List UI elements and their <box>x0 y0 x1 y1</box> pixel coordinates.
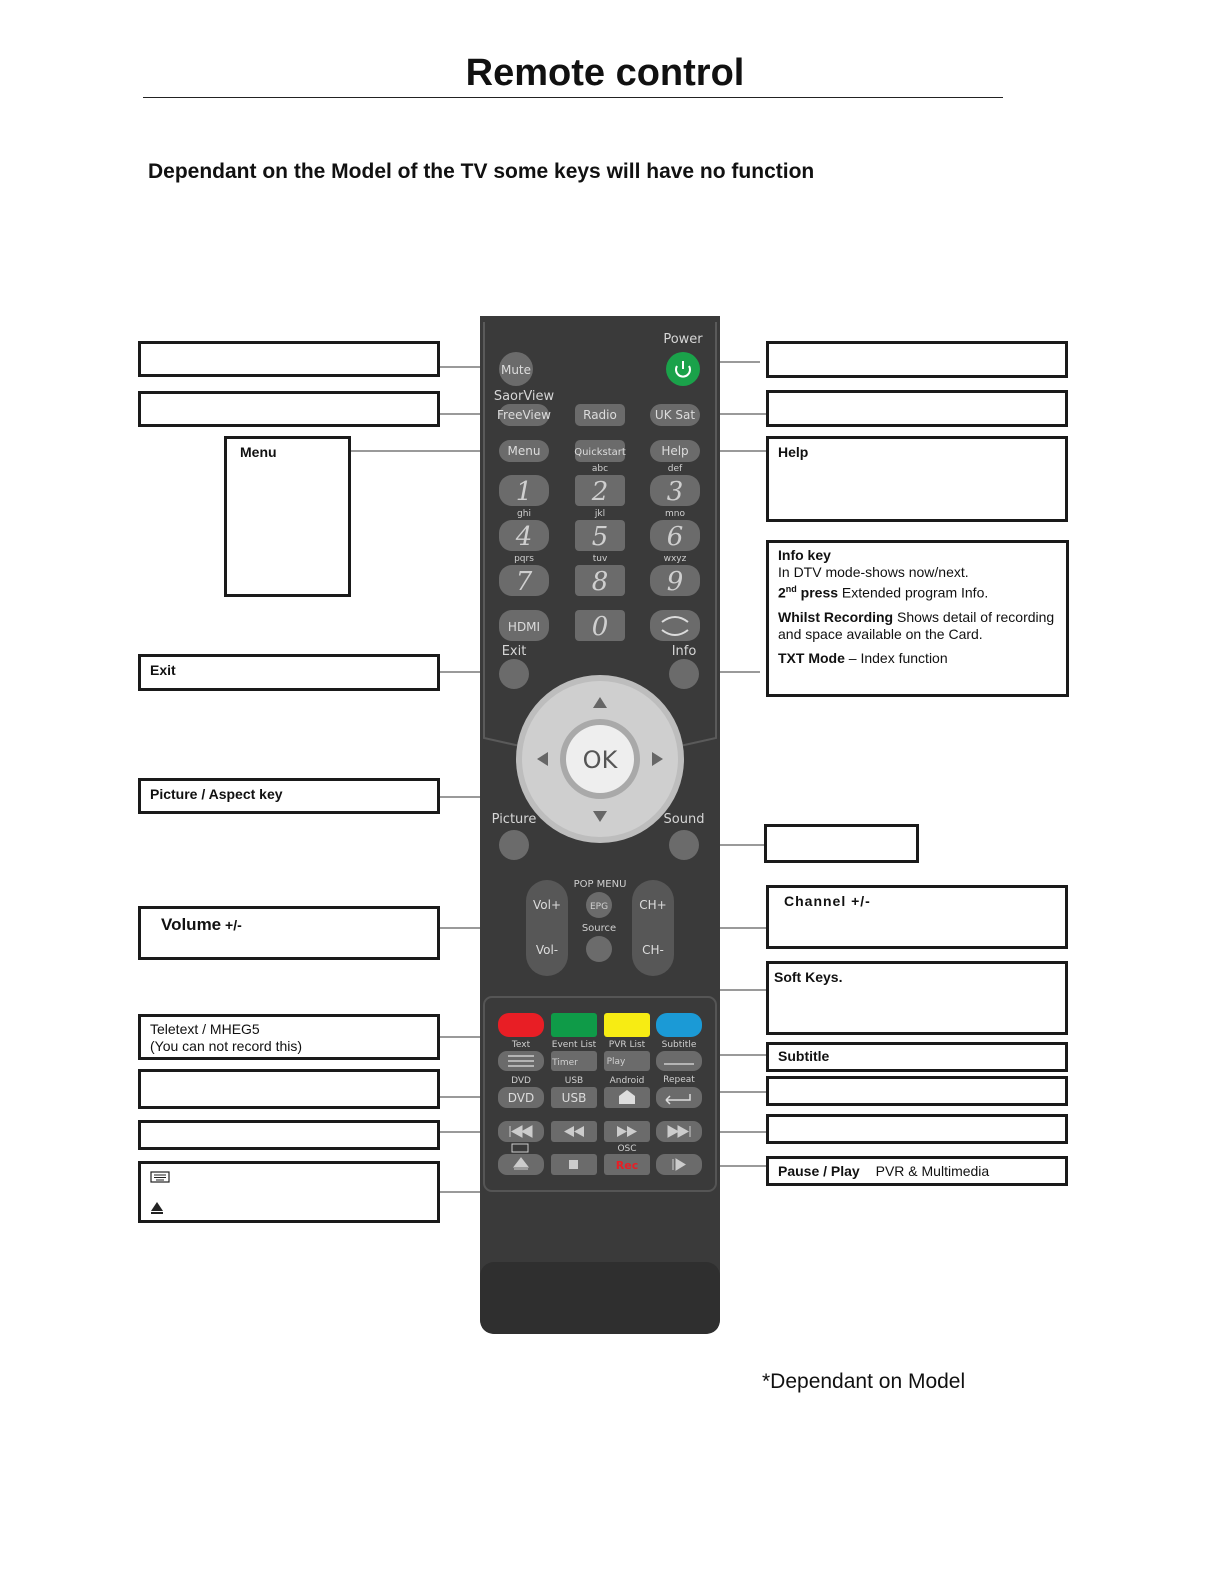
exit-key-label: Exit <box>501 644 527 659</box>
info-whilst-rest: Shows detail of recording and space available on the Card. <box>778 608 1055 642</box>
footnote: *Dependant on Model <box>762 1370 966 1393</box>
dvd-key-label: DVD <box>507 1091 535 1105</box>
ok-label: OK <box>582 746 618 774</box>
pvr-multimedia-text: PVR & Multimedia <box>875 1163 990 1179</box>
info-second-rest: Extended program Info. <box>838 584 989 601</box>
page-title: Remote control <box>465 52 745 94</box>
picture-button[interactable] <box>499 830 529 860</box>
recall-button[interactable] <box>650 610 700 641</box>
teletext-callout <box>138 1014 440 1060</box>
rec-label: Rec <box>615 1159 639 1172</box>
usb-small-label: USB <box>564 1076 584 1086</box>
info-second-num: 2 <box>778 584 786 601</box>
letters-jkl: jkl <box>594 509 606 519</box>
volume-callout <box>138 906 440 960</box>
exit-callout-title: Exit <box>150 662 176 678</box>
play-label: Play <box>606 1057 626 1067</box>
channel-rocker[interactable] <box>632 880 674 976</box>
quickstart-label: Quickstart <box>574 447 626 458</box>
picture-callout <box>138 778 440 814</box>
menu-callout-title: Menu <box>240 444 277 460</box>
digit-6: 6 <box>666 522 684 552</box>
volume-rocker[interactable] <box>526 880 568 976</box>
repeat-label: Repeat <box>663 1075 695 1085</box>
digit-3: 3 <box>666 477 684 507</box>
letters-def: def <box>667 464 683 474</box>
letters-mno: mno <box>665 509 685 519</box>
digit-1: 1 <box>515 477 533 507</box>
sound-key-label: Sound <box>663 812 705 827</box>
sound-button[interactable] <box>669 830 699 860</box>
channel-callout <box>766 885 1068 949</box>
letters-tuv: tuv <box>592 554 608 564</box>
hdmi-label: HDMI <box>507 620 541 634</box>
remote-bottom <box>480 1262 720 1334</box>
digit-2: 2 <box>591 477 609 507</box>
dvd-small-label: DVD <box>511 1076 531 1086</box>
freeview-callout <box>138 391 440 427</box>
digit-5: 5 <box>591 522 609 552</box>
eject-icon <box>150 1201 164 1215</box>
usb-key-label: USB <box>561 1091 587 1105</box>
info-key-label: Info <box>671 644 697 659</box>
pause-play-callout-title: Pause / Play <box>778 1163 860 1179</box>
page-subtitle: Dependant on the Model of the TV some keys will have no function <box>148 160 815 183</box>
subtitle-key-label: Subtitle <box>661 1040 697 1050</box>
letters-wxyz: wxyz <box>663 554 687 564</box>
channel-callout-title: Channel +/- <box>784 893 871 909</box>
teletext-line-2: (You can not record this) <box>150 1038 303 1054</box>
help-callout <box>766 436 1068 522</box>
digit-7: 7 <box>515 567 533 597</box>
help-key-label: Help <box>661 444 689 458</box>
teletext-line-1: Teletext / MHEG5 <box>150 1021 260 1037</box>
letters-pqrs: pqrs <box>514 554 534 564</box>
volume-callout-suffix: +/- <box>221 917 242 933</box>
source-button[interactable] <box>586 936 612 962</box>
ch-minus-label: CH- <box>642 943 664 957</box>
green-key[interactable] <box>551 1013 597 1037</box>
stop-icon <box>569 1160 578 1169</box>
pause-play-callout <box>766 1156 1068 1186</box>
repeat-button[interactable] <box>656 1087 702 1108</box>
uk-sat-label: UK Sat <box>654 408 696 422</box>
digit-0: 0 <box>591 612 609 642</box>
info-button[interactable] <box>669 659 699 689</box>
timer-label: Timer <box>552 1058 578 1068</box>
next-callout <box>766 1114 1068 1144</box>
skip-callout <box>138 1120 440 1150</box>
vol-minus-label: Vol- <box>535 943 559 957</box>
volume-callout-title: Volume <box>161 915 222 934</box>
power-callout <box>766 341 1068 378</box>
keyboard-eject-callout <box>138 1161 440 1223</box>
info-txt-rest: – Index function <box>844 649 948 666</box>
ch-plus-label: CH+ <box>639 898 667 912</box>
mute-label: Mute <box>500 363 532 377</box>
repeat-callout <box>766 1076 1068 1106</box>
subtitle-callout-title: Subtitle <box>778 1048 830 1064</box>
epg-label: EPG <box>589 902 609 912</box>
digit-8: 8 <box>591 567 609 597</box>
soft-keys-callout-title: Soft Keys. <box>774 969 843 985</box>
info-second-sup: nd <box>785 584 797 594</box>
info-callout <box>766 540 1069 697</box>
android-label: Android <box>609 1076 645 1086</box>
digit-4: 4 <box>515 522 533 552</box>
radio-label: Radio <box>583 408 617 422</box>
keyboard-icon <box>150 1171 170 1183</box>
soft-keys-callout <box>766 961 1068 1035</box>
picture-callout-title: Picture / Aspect key <box>150 786 283 802</box>
uk-sat-callout <box>766 390 1068 427</box>
event-list-label: Event List <box>551 1040 597 1050</box>
pvr-list-label: PVR List <box>608 1040 646 1050</box>
dvd-callout <box>138 1069 440 1109</box>
exit-button[interactable] <box>499 659 529 689</box>
sound-callout <box>764 824 919 863</box>
red-key[interactable] <box>498 1013 544 1037</box>
mute-callout <box>138 341 440 377</box>
menu-callout <box>224 436 351 597</box>
blue-key[interactable] <box>656 1013 702 1037</box>
exit-callout <box>138 654 440 691</box>
picture-key-label: Picture <box>491 812 537 827</box>
letters-abc: abc <box>591 464 609 474</box>
info-line-1: In DTV mode-shows now/next. <box>778 564 969 580</box>
subtitle-button[interactable] <box>656 1051 702 1071</box>
letters-ghi: ghi <box>517 509 531 519</box>
info-whilst-bold: Whilst Recording <box>778 608 894 625</box>
freeview-label: FreeView <box>497 408 551 422</box>
vol-plus-label: Vol+ <box>532 898 562 912</box>
yellow-key[interactable] <box>604 1013 650 1037</box>
text-label: Text <box>511 1040 531 1050</box>
saorview-label: SaorView <box>493 389 555 404</box>
info-callout-title: Info key <box>778 547 831 563</box>
osc-label: OSC <box>617 1144 637 1154</box>
power-label: Power <box>663 332 703 347</box>
info-txt-bold: TXT Mode <box>778 649 845 666</box>
menu-key-label: Menu <box>507 444 541 458</box>
info-second-bold: press <box>796 584 839 601</box>
source-label: Source <box>581 923 617 934</box>
digit-9: 9 <box>666 567 684 597</box>
subtitle-callout <box>766 1042 1068 1072</box>
pop-menu-label: POP MENU <box>573 879 627 890</box>
help-callout-title: Help <box>778 444 809 460</box>
